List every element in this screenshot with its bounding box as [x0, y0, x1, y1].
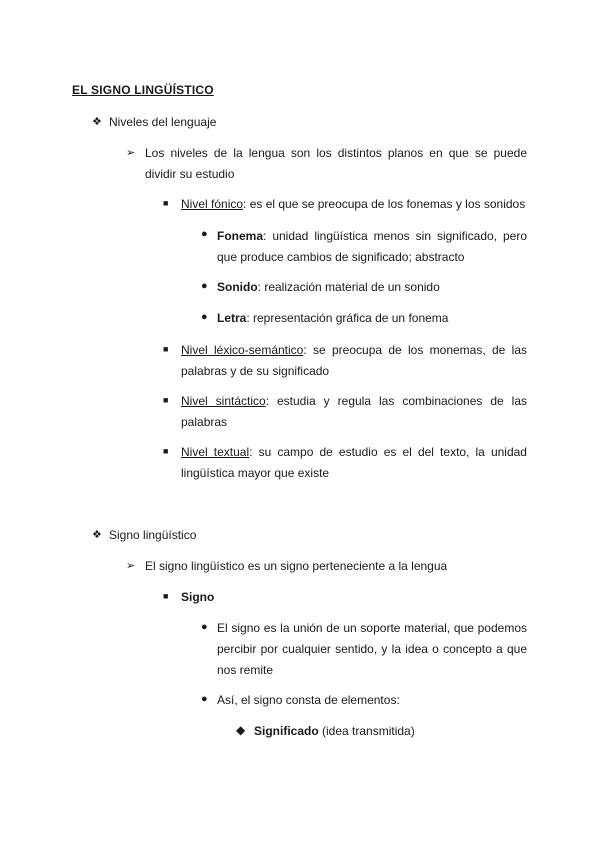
diamond-four-icon: ❖	[92, 529, 102, 541]
item-text: : representación gráfica de un fonema	[246, 311, 449, 325]
section-intro: El signo lingüístico es un signo perteneciente a la lengua	[145, 559, 448, 573]
item-text: : se preocupa de los monemas, de las palabras y de su significado	[181, 343, 528, 378]
list-item	[181, 340, 527, 382]
round-bullet-icon: ●	[201, 311, 208, 323]
item-term: Letra	[217, 311, 247, 325]
round-bullet-icon: ●	[201, 621, 208, 633]
diamond-bullet-icon: ◆	[236, 723, 246, 737]
square-bullet-icon: ■	[163, 446, 169, 456]
round-bullet-icon: ●	[201, 280, 208, 292]
item-term: Nivel textual	[181, 445, 250, 459]
section-heading: Signo lingüístico	[109, 528, 197, 542]
item-text: : unidad lingüística menos sin significado, pero que produce cambios de significado; abstracto	[217, 229, 527, 264]
list-item	[254, 721, 415, 742]
item-text: : realización material de un sonido	[257, 280, 440, 294]
item-term: Nivel sintáctico	[181, 394, 266, 408]
list-item	[217, 308, 527, 329]
round-bullet-icon: ●	[201, 693, 208, 705]
list-item	[217, 277, 527, 298]
document-title: EL SIGNO LINGÜÍSTICO	[72, 83, 214, 97]
square-bullet-icon: ■	[163, 344, 169, 354]
item-term: Nivel léxico-semántico	[181, 343, 304, 357]
item-term: Significado	[254, 724, 319, 738]
section-intro: Los niveles de la lengua son los distintos planos en que se puede dividir su estudio	[145, 146, 527, 181]
square-bullet-icon: ■	[163, 395, 169, 405]
square-bullet-icon: ■	[163, 591, 169, 601]
list-item	[181, 194, 527, 215]
item-text: : estudia y regula las combinaciones de las palabras	[181, 394, 528, 429]
item-term: Signo	[181, 590, 215, 604]
item-term: Sonido	[217, 280, 258, 294]
item-text: (idea transmitida)	[318, 724, 415, 738]
arrowhead-icon: ➢	[126, 560, 136, 572]
list-item	[181, 442, 527, 484]
diamond-four-icon: ❖	[92, 116, 102, 128]
list-item: Así, el signo consta de elementos:	[217, 693, 400, 707]
section-heading: Niveles del lenguaje	[109, 115, 217, 129]
item-term: Fonema	[217, 229, 264, 243]
square-bullet-icon: ■	[163, 198, 169, 208]
item-term: Nivel fónico	[181, 197, 244, 211]
item-text: : es el que se preocupa de los fonemas y los sonidos	[243, 197, 526, 211]
item-text: : su campo de estudio es el del texto, la unidad lingüística mayor que existe	[181, 445, 527, 480]
round-bullet-icon: ●	[201, 228, 208, 240]
list-item	[217, 226, 527, 268]
list-item: El signo es la unión de un soporte material, que podemos percibir por cualquier sentido, y la idea o concepto a que nos remite	[217, 621, 527, 677]
list-item	[181, 391, 527, 433]
arrowhead-icon: ➢	[126, 147, 136, 159]
